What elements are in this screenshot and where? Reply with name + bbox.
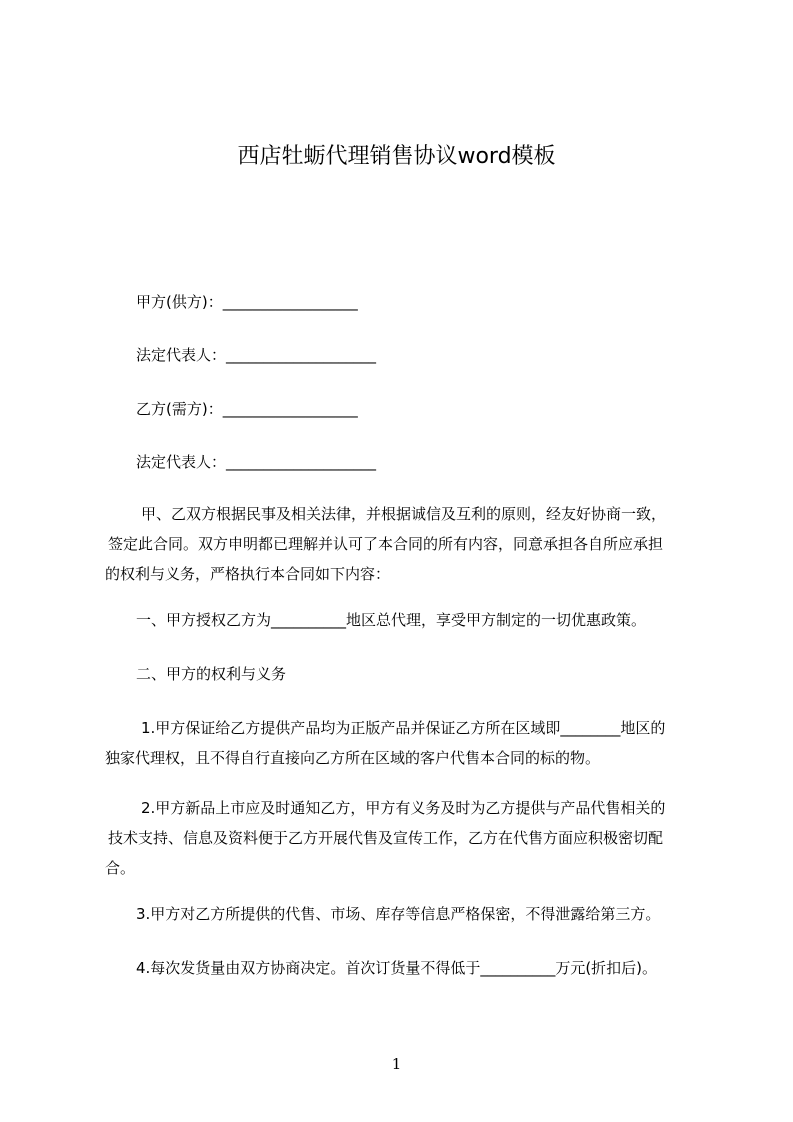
party-b-representative-field: 法定代表人：____________________ xyxy=(136,453,377,471)
item-1-paragraph xyxy=(105,713,705,773)
intro-line: 甲、乙双方根据民事及相关法律，并根据诚信及互利的原则，经友好协商一致， xyxy=(141,505,667,523)
item-2-line: 2.甲方新品上市应及时通知乙方，甲方有义务及时为乙方提供与产品代售相关的 xyxy=(141,799,666,817)
clause-2-heading: 二、甲方的权利与义务 xyxy=(136,665,287,683)
item-2-line: 合。 xyxy=(105,859,136,877)
item-2-line: 技术支持、信息及资料便于乙方开展代售及宣传工作，乙方在代售方面应积极密切配 xyxy=(108,829,664,847)
party-a-representative-field: 法定代表人：____________________ xyxy=(136,346,377,364)
page-number: 1 xyxy=(391,1055,402,1073)
clause-1: 一、甲方授权乙方为__________地区总代理，享受甲方制定的一切优惠政策。 xyxy=(136,611,647,629)
item-1-line: 独家代理权，且不得自行直接向乙方所在区域的客户代售本合同的标的物。 xyxy=(105,749,601,767)
item-1-line: 1.甲方保证给乙方提供产品均为正版产品并保证乙方所在区域即________地区的 xyxy=(141,719,666,737)
document-title: 西店牡蛎代理销售协议word模板 xyxy=(237,144,556,169)
intro-line: 的权利与义务，严格执行本合同如下内容： xyxy=(105,565,391,583)
party-b-field: 乙方(需方)：__________________ xyxy=(136,400,358,418)
intro-paragraph xyxy=(105,499,705,589)
item-2-paragraph xyxy=(105,793,705,883)
item-4: 4.每次发货量由双方协商决定。首次订货量不得低于__________万元(折扣后)。 xyxy=(136,959,658,977)
party-a-field: 甲方(供方)：__________________ xyxy=(136,293,358,311)
intro-line: 签定此合同。双方申明都已理解并认可了本合同的所有内容，同意承担各自所应承担 xyxy=(108,535,664,553)
item-3: 3.甲方对乙方所提供的代售、市场、库存等信息严格保密，不得泄露给第三方。 xyxy=(136,905,661,923)
